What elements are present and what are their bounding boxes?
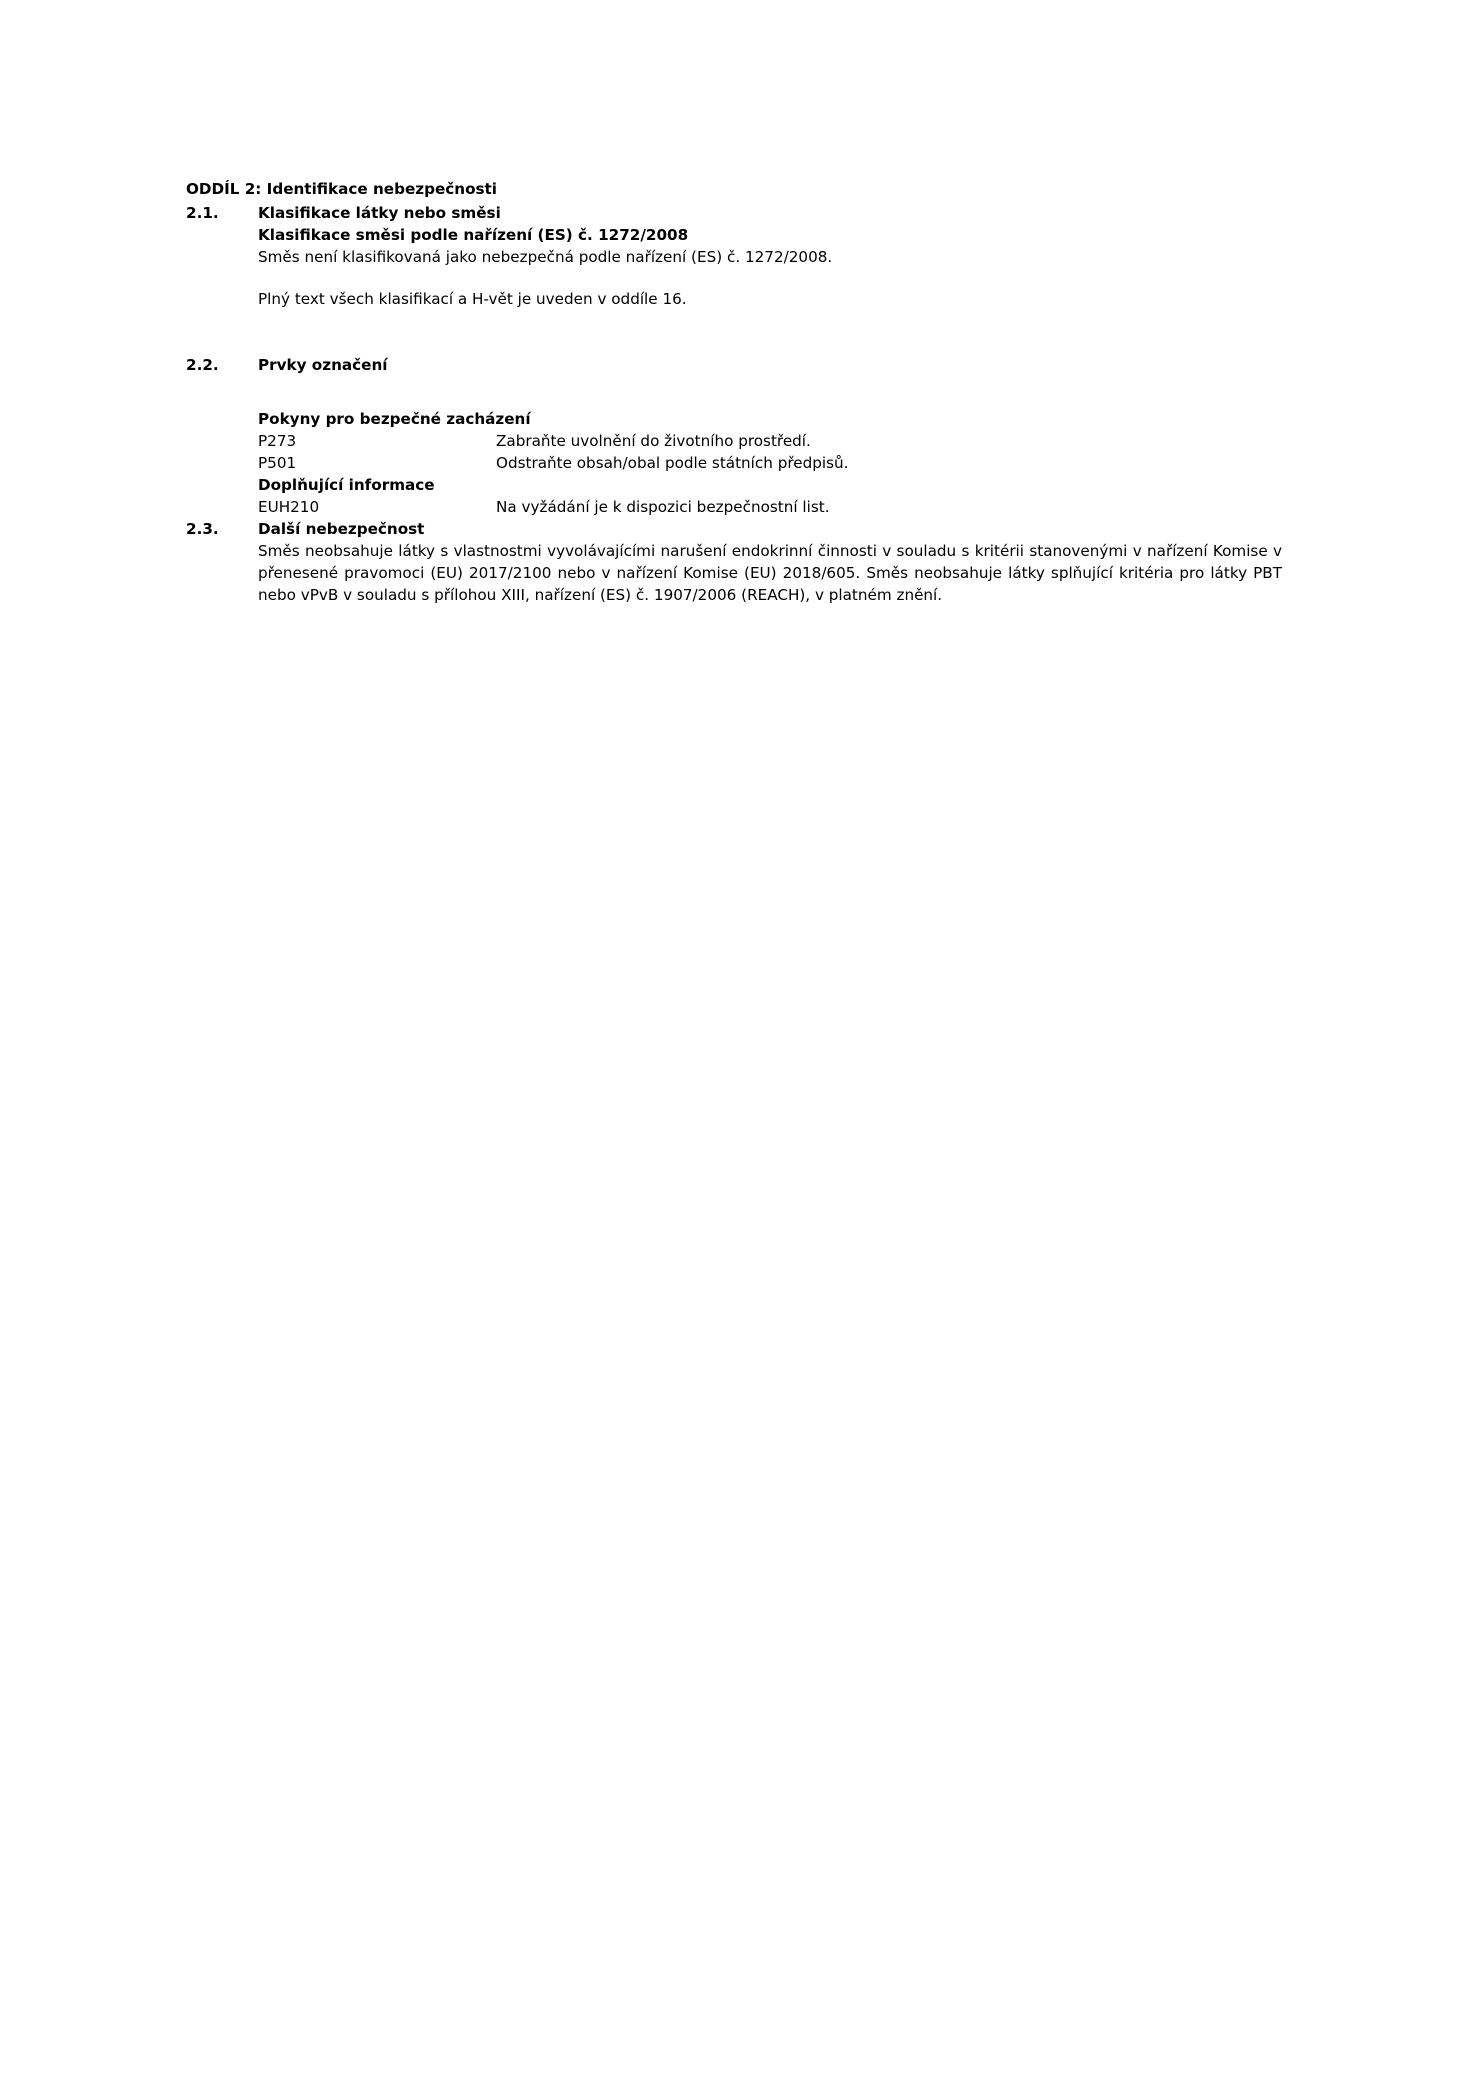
subsection-title-2-3: Další nebezpečnost bbox=[258, 520, 425, 539]
subsection-title-2-1: Klasifikace látky nebo směsi bbox=[258, 204, 501, 223]
precautionary-text: Odstraňte obsah/obal podle státních předpisů. bbox=[496, 454, 849, 473]
precautionary-statements-heading: Pokyny pro bezpečné zacházení bbox=[258, 410, 531, 429]
subsection-subtitle-2-1: Klasifikace směsi podle nařízení (ES) č. 1272/2008 bbox=[258, 226, 689, 245]
supplemental-text: Na vyžádání je k dispozici bezpečnostní list. bbox=[496, 498, 830, 517]
subsection-number-2-1: 2.1. bbox=[186, 204, 219, 223]
subsection-number-2-2: 2.2. bbox=[186, 356, 219, 375]
precautionary-code: P273 bbox=[258, 432, 297, 451]
subsection-number-2-3: 2.3. bbox=[186, 520, 219, 539]
section-heading: ODDÍL 2: Identifikace nebezpečnosti bbox=[186, 180, 498, 198]
precautionary-code: P501 bbox=[258, 454, 297, 473]
subsection-2-1 bbox=[186, 202, 1282, 310]
subsection-2-2 bbox=[186, 354, 1282, 518]
subsection-title-2-2: Prvky označení bbox=[258, 356, 388, 375]
subsection-2-3 bbox=[186, 518, 1282, 606]
precautionary-statement-row bbox=[258, 452, 1282, 474]
document-body bbox=[186, 178, 1282, 606]
precautionary-text: Zabraňte uvolnění do životního prostředí. bbox=[496, 432, 811, 451]
supplemental-information-heading: Doplňující informace bbox=[258, 476, 435, 495]
hphrase-reference-paragraph: Plný text všech klasifikací a H-vět je uveden v oddíle 16. bbox=[258, 290, 687, 309]
other-hazards-paragraph: Směs neobsahuje látky s vlastnostmi vyvolávajícími narušení endokrinní činnosti v souladu s kritérii stanovenými v nařízení Komise v přenesené pravomoci (EU) 2017/2100 nebo v nařízení Komise (EU) 2018/605. Směs neobsahuje látky splňující kritéria pro látky PBT nebo vPvB v souladu s přílohou XIII, nařízení (ES) č. 1907/2006 (REACH), v platném znění. bbox=[258, 542, 1282, 605]
precautionary-statement-row bbox=[258, 430, 1282, 452]
classification-paragraph: Směs není klasifikovaná jako nebezpečná podle nařízení (ES) č. 1272/2008. bbox=[258, 248, 833, 267]
supplemental-statement-row bbox=[258, 496, 1282, 518]
supplemental-code: EUH210 bbox=[258, 498, 320, 517]
